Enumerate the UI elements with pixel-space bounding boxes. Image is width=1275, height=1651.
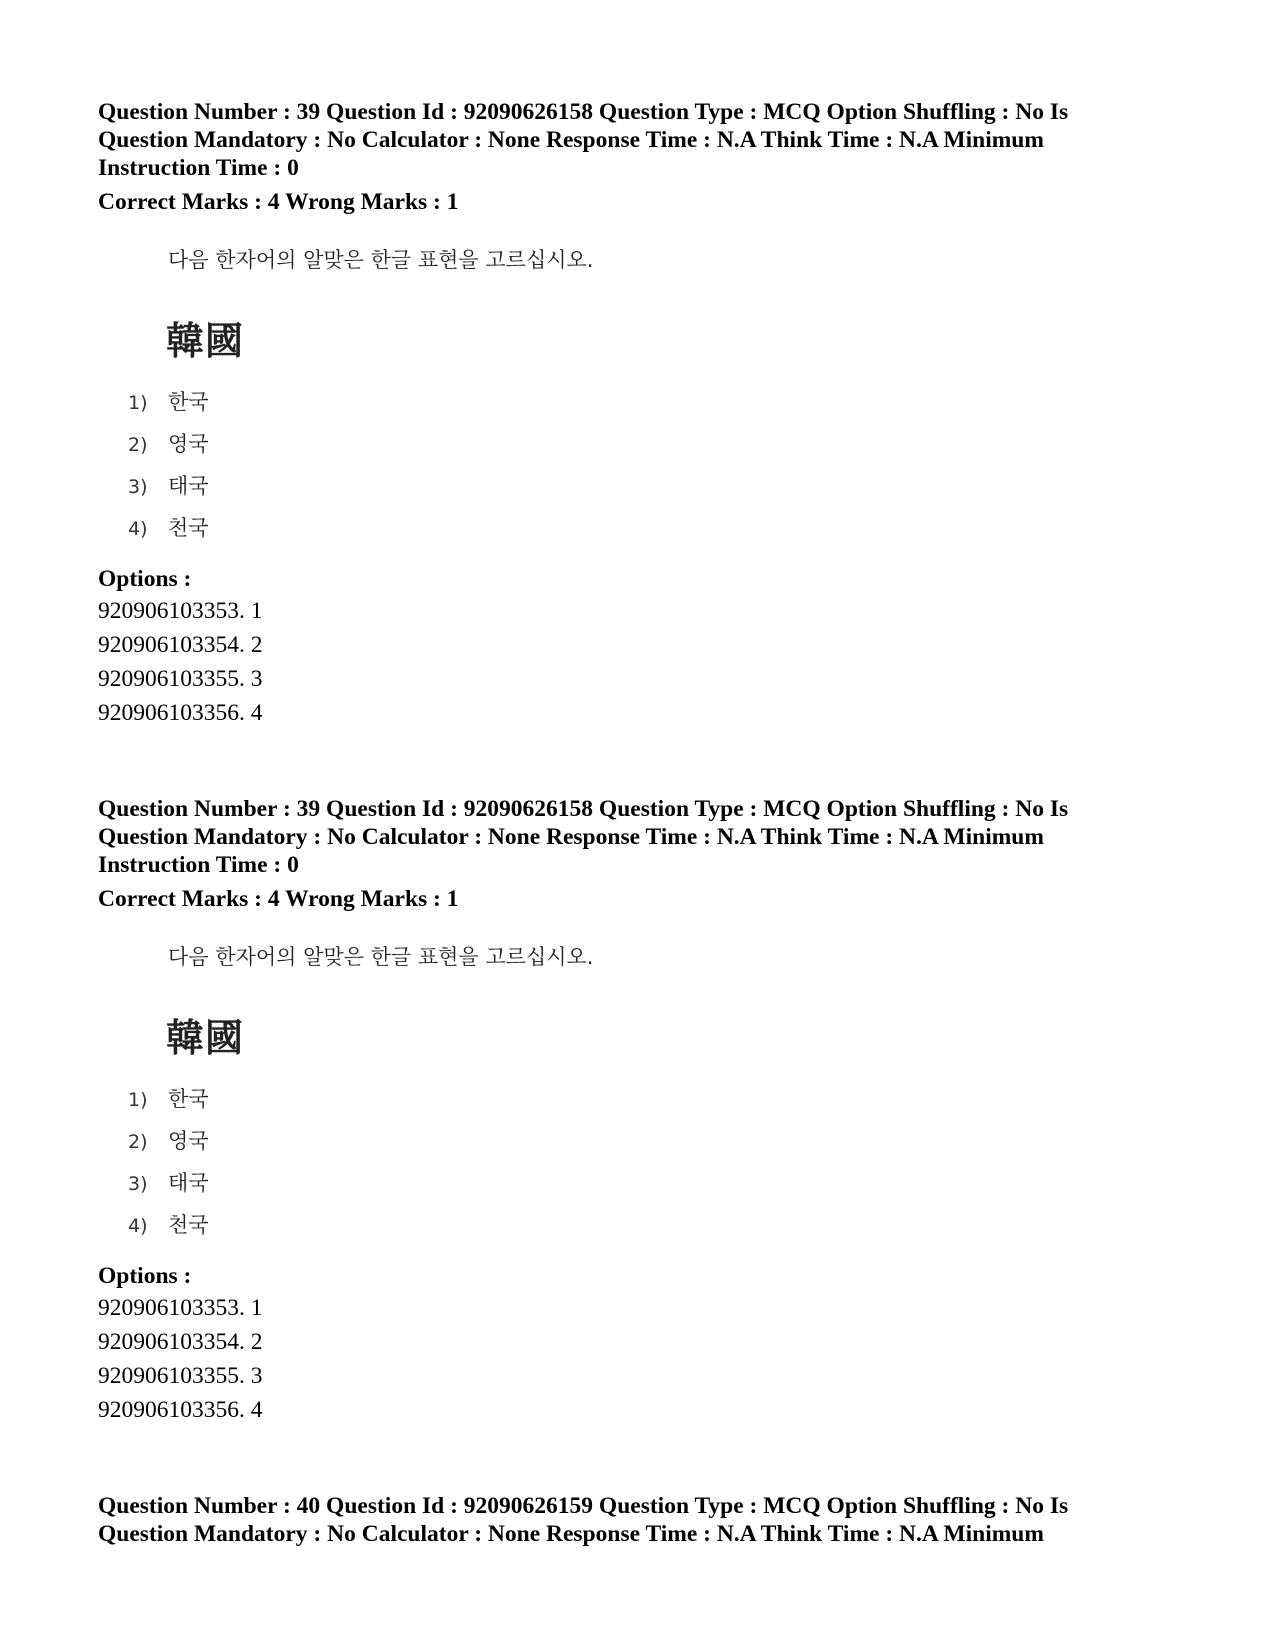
choice-list xyxy=(128,386,1198,554)
question-meta-line: Question Number : 40 Question Id : 92090626159 Question Type : MCQ Option Shuffling : No Is xyxy=(98,1493,1069,1519)
question-meta-line: Instruction Time : 0 xyxy=(98,155,299,181)
choice-number: 1) xyxy=(128,1089,148,1111)
question-meta-line: Question Number : 39 Question Id : 92090626158 Question Type : MCQ Option Shuffling : No Is xyxy=(98,796,1069,822)
choice-item xyxy=(128,512,1198,554)
options-label: Options : xyxy=(98,566,192,592)
choice-item xyxy=(128,428,1198,470)
choice-text: 태국 xyxy=(168,1171,209,1195)
question-prompt: 다음 한자어의 알맞은 한글 표현을 고르십시오. xyxy=(168,248,594,272)
choice-item xyxy=(128,386,1198,428)
hanja-word: 韓國 xyxy=(166,319,245,363)
option-id-line: 920906103353. 1 xyxy=(98,1295,263,1321)
choice-number: 4) xyxy=(128,1215,148,1237)
choice-text: 천국 xyxy=(168,516,209,540)
option-id-line: 920906103353. 1 xyxy=(98,598,263,624)
choice-item xyxy=(128,1083,1198,1125)
choice-item xyxy=(128,1209,1198,1251)
option-id-line: 920906103356. 4 xyxy=(98,700,263,726)
choice-text: 영국 xyxy=(168,1129,209,1153)
choice-text: 영국 xyxy=(168,432,209,456)
choice-item xyxy=(128,1167,1198,1209)
choice-number: 2) xyxy=(128,1131,148,1153)
choice-text: 한국 xyxy=(168,1087,209,1111)
choice-text: 천국 xyxy=(168,1213,209,1237)
question-meta-line: Instruction Time : 0 xyxy=(98,852,299,878)
choice-number: 3) xyxy=(128,476,148,498)
choice-item xyxy=(128,1125,1198,1167)
question-meta-line: Question Number : 39 Question Id : 92090626158 Question Type : MCQ Option Shuffling : No Is xyxy=(98,99,1069,125)
choice-text: 태국 xyxy=(168,474,209,498)
option-id-line: 920906103355. 3 xyxy=(98,1363,263,1389)
option-id-line: 920906103356. 4 xyxy=(98,1397,263,1423)
choice-list xyxy=(128,1083,1198,1251)
choice-number: 4) xyxy=(128,518,148,540)
question-meta-line: Question Mandatory : No Calculator : None Response Time : N.A Think Time : N.A Minimum xyxy=(98,1521,1044,1547)
question-block xyxy=(98,98,1198,730)
choice-number: 3) xyxy=(128,1173,148,1195)
option-id-line: 920906103354. 2 xyxy=(98,632,263,658)
option-id-line: 920906103354. 2 xyxy=(98,1329,263,1355)
hanja-word: 韓國 xyxy=(166,1016,245,1060)
options-label: Options : xyxy=(98,1263,192,1289)
question-meta-line: Question Mandatory : No Calculator : None Response Time : N.A Think Time : N.A Minimum xyxy=(98,824,1044,850)
question-meta-line: Question Mandatory : No Calculator : None Response Time : N.A Think Time : N.A Minimum xyxy=(98,127,1044,153)
question-block xyxy=(98,795,1198,1427)
marks-line: Correct Marks : 4 Wrong Marks : 1 xyxy=(98,189,459,215)
question-prompt: 다음 한자어의 알맞은 한글 표현을 고르십시오. xyxy=(168,945,594,969)
marks-line: Correct Marks : 4 Wrong Marks : 1 xyxy=(98,886,459,912)
choice-text: 한국 xyxy=(168,390,209,414)
question-block xyxy=(98,1492,1198,1548)
choice-item xyxy=(128,470,1198,512)
option-id-line: 920906103355. 3 xyxy=(98,666,263,692)
choice-number: 1) xyxy=(128,392,148,414)
choice-number: 2) xyxy=(128,434,148,456)
